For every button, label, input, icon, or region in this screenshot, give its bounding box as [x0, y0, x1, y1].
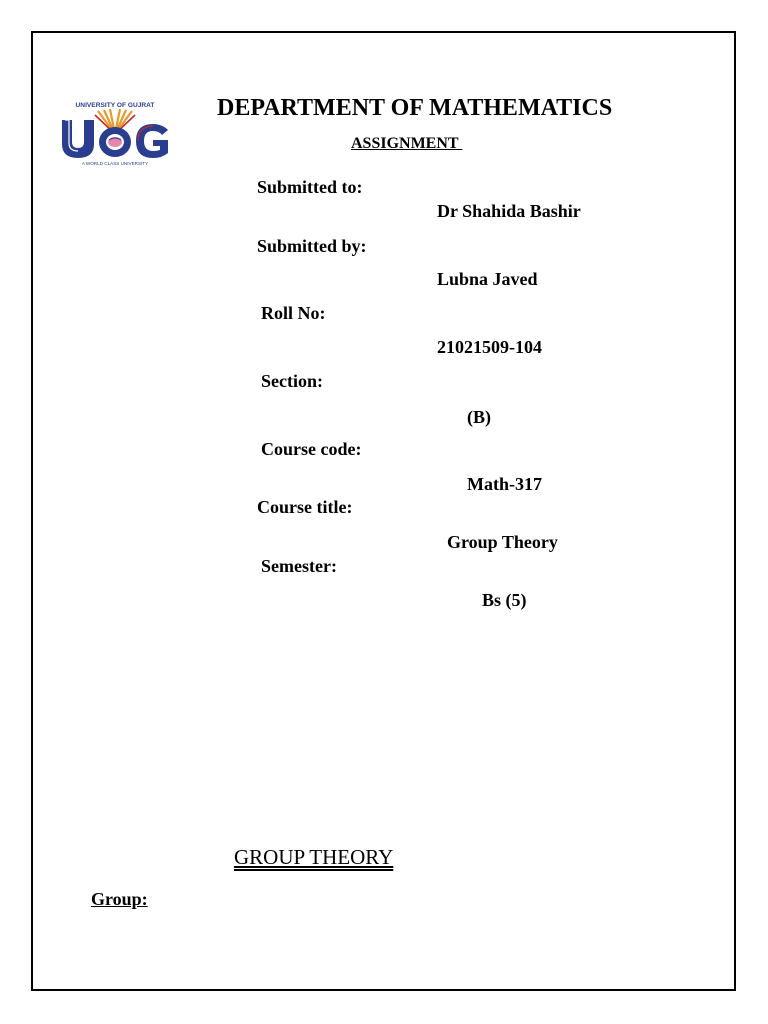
course-code-label: Course code: [261, 439, 362, 459]
assignment-label: ASSIGNMENT [351, 135, 463, 152]
semester-label: Semester: [261, 556, 337, 576]
submitted-by-value: Lubna Javed [437, 269, 538, 289]
section-value: (B) [467, 407, 491, 427]
section-label: Section: [261, 371, 323, 391]
svg-text:A WORLD CLASS UNIVERSITY: A WORLD CLASS UNIVERSITY [81, 161, 149, 166]
submitted-to-label: Submitted to: [257, 177, 363, 197]
course-title-label: Course title: [257, 497, 353, 517]
department-title: DEPARTMENT OF MATHEMATICS [217, 95, 613, 121]
group-theory-heading: GROUP THEORY [234, 845, 394, 869]
roll-no-label: Roll No: [261, 303, 326, 323]
university-logo [58, 98, 172, 166]
submitted-by-label: Submitted by: [257, 236, 367, 256]
svg-text:UNIVERSITY OF GUJRAT: UNIVERSITY OF GUJRAT [75, 102, 155, 109]
group-section-label: Group: [91, 889, 148, 909]
semester-value: Bs (5) [482, 590, 527, 610]
course-code-value: Math-317 [467, 474, 542, 494]
roll-no-value: 21021509-104 [437, 337, 542, 357]
submitted-to-value: Dr Shahida Bashir [437, 201, 581, 221]
course-title-value: Group Theory [447, 532, 558, 552]
